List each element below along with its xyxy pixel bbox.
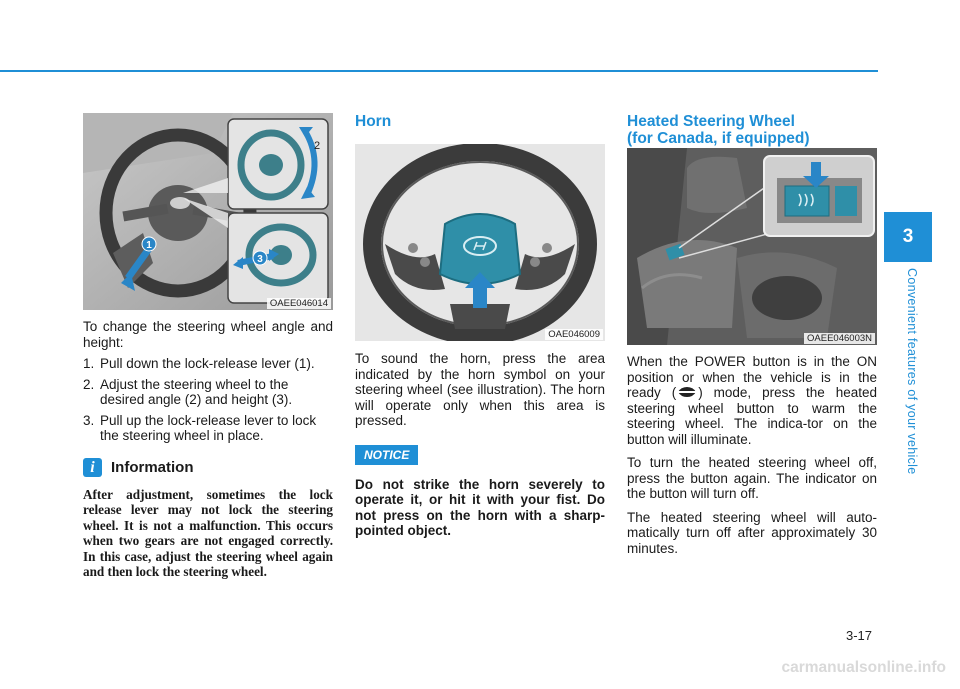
horn-figure [355, 144, 605, 341]
figure-label-3: 3 [257, 254, 263, 265]
horn-heading: Horn [355, 113, 392, 130]
section-title-vertical: Convenient features of your vehicle [905, 268, 919, 475]
heated-wheel-heading: Heated Steering Wheel (for Canada, if equipped) [627, 113, 810, 147]
column-horn [355, 113, 605, 539]
steering-adjust-illustration [83, 113, 333, 310]
information-body: After adjustment, sometimes the lock release lever may not lock the steering wheel. It is not a malfunction. This occurs when two gears are not engaged correctly. In this case, adjust the steering wheel again and then lock the steering wheel. [83, 486, 333, 579]
horn-illustration [355, 144, 605, 341]
info-icon: i [83, 458, 102, 477]
step-item: 3. Pull up the lock-release lever to lock the steering wheel in place. [83, 412, 317, 443]
information-header [83, 458, 333, 477]
information-title: Information [111, 458, 194, 476]
watermark: carmanualsonline.info [781, 659, 946, 676]
step-item: 1. Pull down the lock-release lever (1). [83, 356, 315, 371]
column-tilt-telescope [83, 113, 333, 580]
ready-mode-icon [676, 386, 698, 398]
figure-code: OAE046009 [545, 329, 603, 340]
page-number: 3-17 [846, 628, 873, 643]
step-item: 2. Adjust the steering wheel to the desired angle (2) and height (3). [83, 376, 293, 407]
section-tab: 3 [884, 212, 932, 262]
figure-label-1: 1 [146, 240, 152, 251]
header-rule [0, 70, 878, 72]
notice-badge: NOTICE [355, 445, 418, 465]
heated-wheel-p3: The heated steering wheel will auto-matically turn off after approximately 30 minutes. [627, 509, 877, 556]
tilt-intro: To change the steering wheel angle and height: [83, 319, 333, 350]
figure-code: OAEE046003N [804, 333, 875, 344]
figure-code: OAEE046014 [267, 298, 331, 309]
figure-label-2: 2 [313, 140, 321, 152]
horn-body: To sound the horn, press the area indicated by the horn symbol on your steering wheel (see illustration). The horn will operate only when this area is pressed. [355, 351, 605, 428]
heated-wheel-illustration [627, 148, 877, 345]
column-heated-wheel [627, 113, 877, 556]
tilt-steps [83, 356, 333, 444]
heated-wheel-p1: When the POWER button is in the ON position or when the vehicle is in the ready ( ) mode, press the heated steering wheel button to warm the steering wheel. The indica-tor on the button will illuminate. [627, 354, 877, 447]
notice-body: Do not strike the horn severely to operate it, or hit it with your fist. Do not press on the horn with a sharp-pointed object. [355, 476, 605, 538]
heated-wheel-figure [627, 148, 877, 345]
steering-adjust-figure [83, 113, 333, 310]
heated-wheel-p2: To turn the heated steering wheel off, press the button again. The indicator on the button will turn off. [627, 455, 877, 501]
